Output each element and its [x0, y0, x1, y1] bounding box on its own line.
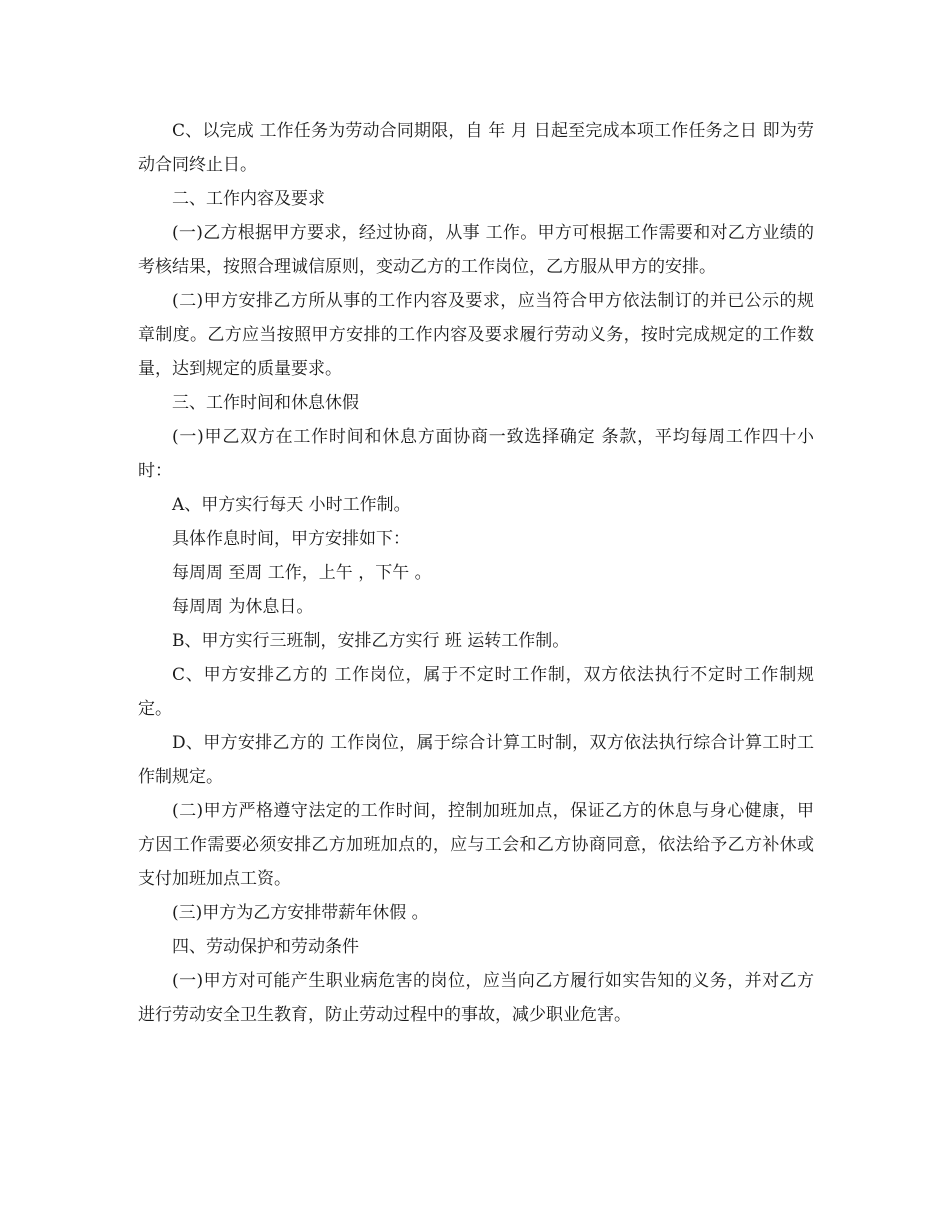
paragraph-3-3: (三)甲方为乙方安排带薪年休假 。: [172, 903, 429, 923]
section-heading-3: 三、工作时间和休息休假: [172, 393, 359, 413]
document-page: [138, 114, 814, 1032]
paragraph-3-1: (一)甲乙双方在工作时间和休息方面协商一致选择确定 条款，平均每周工作四十小时：: [138, 427, 814, 481]
paragraph-2-1: (一)乙方根据甲方要求，经过协商，从事 工作。甲方可根据工作需要和对乙方业绩的考核结果，按照合理诚信原则，变动乙方的工作岗位，乙方服从甲方的安排。: [138, 223, 814, 277]
paragraph-option-d: D、甲方安排乙方的 工作岗位，属于综合计算工时制，双方依法执行综合计算工时工作制规定。: [138, 733, 814, 787]
paragraph-option-c: C、甲方安排乙方的 工作岗位，属于不定时工作制，双方依法执行不定时工作制规定。: [138, 665, 814, 719]
paragraph-term-c: C、以完成 工作任务为劳动合同期限，自 年 月 日起至完成本项工作任务之日 即为劳动合同终止日。: [138, 121, 814, 175]
paragraph-schedule-intro: 具体作息时间，甲方安排如下：: [172, 529, 410, 549]
paragraph-rest-day: 每周周 为休息日。: [172, 597, 314, 617]
paragraph-option-a: A、甲方实行每天 小时工作制。: [172, 495, 411, 515]
paragraph-4-1: (一)甲方对可能产生职业病危害的岗位，应当向乙方履行如实告知的义务，并对乙方进行劳动安全卫生教育，防止劳动过程中的事故，减少职业危害。: [138, 971, 814, 1025]
paragraph-weekly-hours: 每周周 至周 工作，上午 ，下午 。: [172, 563, 432, 583]
paragraph-2-2: (二)甲方安排乙方所从事的工作内容及要求，应当符合甲方依法制订的并已公示的规章制度。乙方应当按照甲方安排的工作内容及要求履行劳动义务，按时完成规定的工作数量，达到规定的质量要求。: [138, 291, 814, 379]
paragraph-option-b: B、甲方实行三班制，安排乙方实行 班 运转工作制。: [172, 631, 570, 651]
section-heading-2: 二、工作内容及要求: [172, 189, 325, 209]
paragraph-3-2: (二)甲方严格遵守法定的工作时间，控制加班加点，保证乙方的休息与身心健康，甲方因工作需要必须安排乙方加班加点的，应与工会和乙方协商同意，依法给予乙方补休或支付加班加点工资。: [138, 801, 814, 889]
section-heading-4: 四、劳动保护和劳动条件: [172, 937, 359, 957]
